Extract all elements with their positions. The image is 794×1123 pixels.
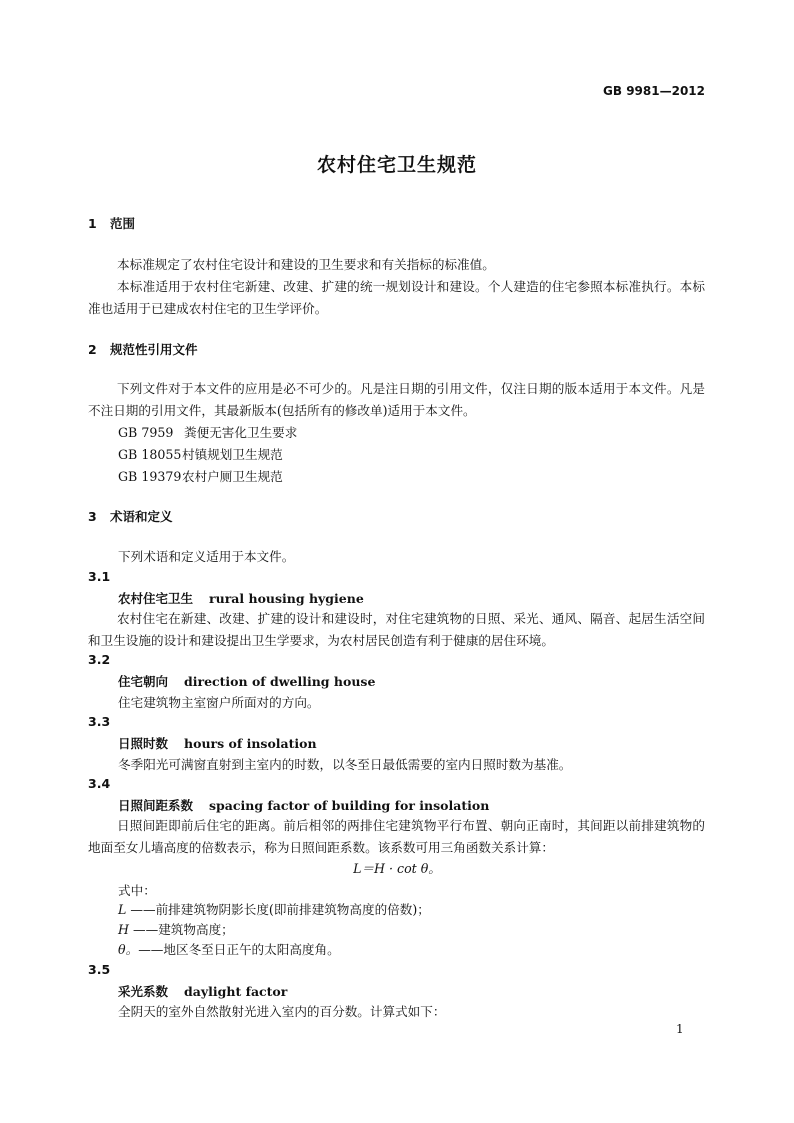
clause-number: 3.3 [88, 714, 111, 729]
reference-item [118, 422, 297, 441]
symbol-description: ——建筑物高度； [133, 922, 234, 937]
section-number: 3 [88, 509, 97, 524]
reference-code: GB 19379 [118, 469, 182, 484]
symbol-description: ——地区冬至日正午的太阳高度角。 [138, 942, 340, 957]
reference-code: GB 7959 [118, 425, 174, 440]
reference-code: GB 18055 [118, 447, 182, 462]
term-heading [118, 982, 287, 1000]
term-en: rural housing hygiene [209, 591, 364, 606]
paragraph: 下列文件对于本文件的应用是必不可少的。凡是注日期的引用文件，仅注日期的版本适用于本文件。凡是不注日期的引用文件，其最新版本(包括所有的修改单)适用于本文件。 [88, 381, 705, 418]
section-3-heading [88, 507, 173, 525]
symbol-description: ——前排建筑物阴影长度(即前排建筑物高度的倍数)； [130, 902, 430, 917]
term-en: spacing factor of building for insolation [209, 798, 490, 813]
term-heading [118, 796, 489, 814]
term-zh: 采光系数 [118, 984, 169, 999]
reference-item [118, 466, 283, 485]
term-definition: 日照间距即前后住宅的距离。前后相邻的两排住宅建筑物平行布置、朝向正南时，其间距以前排建筑物的地面至女儿墙高度的倍数表示，称为日照间距系数。该系数可用三角函数关系计算： [88, 818, 705, 855]
symbol-definition [118, 899, 430, 918]
symbol: H [118, 922, 129, 937]
term-definition: 冬季阳光可满窗直射到主室内的时数，以冬至日最低需要的室内日照时数为基准。 [118, 757, 572, 772]
term-definition: 全阴天的室外自然散射光进入室内的百分数。计算式如下： [118, 1004, 446, 1019]
section-number: 1 [88, 216, 97, 231]
term-zh: 住宅朝向 [118, 674, 169, 689]
reference-title: 农村户厕卫生规范 [182, 469, 283, 484]
where-label: 式中： [118, 883, 156, 898]
term-zh: 农村住宅卫生 [118, 591, 194, 606]
term-heading [118, 672, 375, 690]
section-1-heading [88, 214, 135, 232]
reference-item [118, 444, 283, 463]
term-heading [118, 589, 364, 607]
symbol: θ。 [118, 942, 139, 957]
term-definition: 住宅建筑物主室窗户所面对的方向。 [118, 695, 320, 710]
symbol-definition [118, 939, 340, 958]
term-en: direction of dwelling house [184, 674, 376, 689]
section-title: 术语和定义 [110, 509, 173, 524]
term-zh: 日照间距系数 [118, 798, 194, 813]
formula: L＝H · cot θ。 [353, 861, 441, 876]
paragraph: 本标准规定了农村住宅设计和建设的卫生要求和有关指标的标准值。 [117, 257, 495, 272]
section-2-heading [88, 340, 198, 358]
section-title: 范围 [110, 216, 136, 231]
reference-title: 粪便无害化卫生要求 [184, 425, 298, 440]
page-number: 1 [676, 1022, 684, 1036]
term-en: hours of insolation [184, 736, 317, 751]
symbol-definition [118, 919, 234, 938]
term-zh: 日照时数 [118, 736, 169, 751]
section-title: 规范性引用文件 [110, 342, 198, 357]
reference-title: 村镇规划卫生规范 [182, 447, 283, 462]
page-title: 农村住宅卫生规范 [316, 154, 477, 176]
clause-number: 3.5 [88, 962, 111, 977]
symbol: L [118, 902, 127, 917]
paragraph: 下列术语和定义适用于本文件。 [118, 549, 295, 564]
clause-number: 3.2 [88, 652, 111, 667]
term-heading [118, 734, 317, 752]
term-definition: 农村住宅在新建、改建、扩建的设计和建设时，对住宅建筑物的日照、采光、通风、隔音、起居生活空间和卫生设施的设计和建设提出卫生学要求，为农村居民创造有利于健康的居住环境。 [88, 611, 705, 648]
clause-number: 3.1 [88, 569, 111, 584]
standard-code: GB 9981—2012 [603, 84, 705, 98]
paragraph: 本标准适用于农村住宅新建、改建、扩建的统一规划设计和建设。个人建造的住宅参照本标准执行。本标准也适用于已建成农村住宅的卫生学评价。 [88, 279, 705, 316]
clause-number: 3.4 [88, 776, 111, 791]
section-number: 2 [88, 342, 97, 357]
term-en: daylight factor [184, 984, 288, 999]
